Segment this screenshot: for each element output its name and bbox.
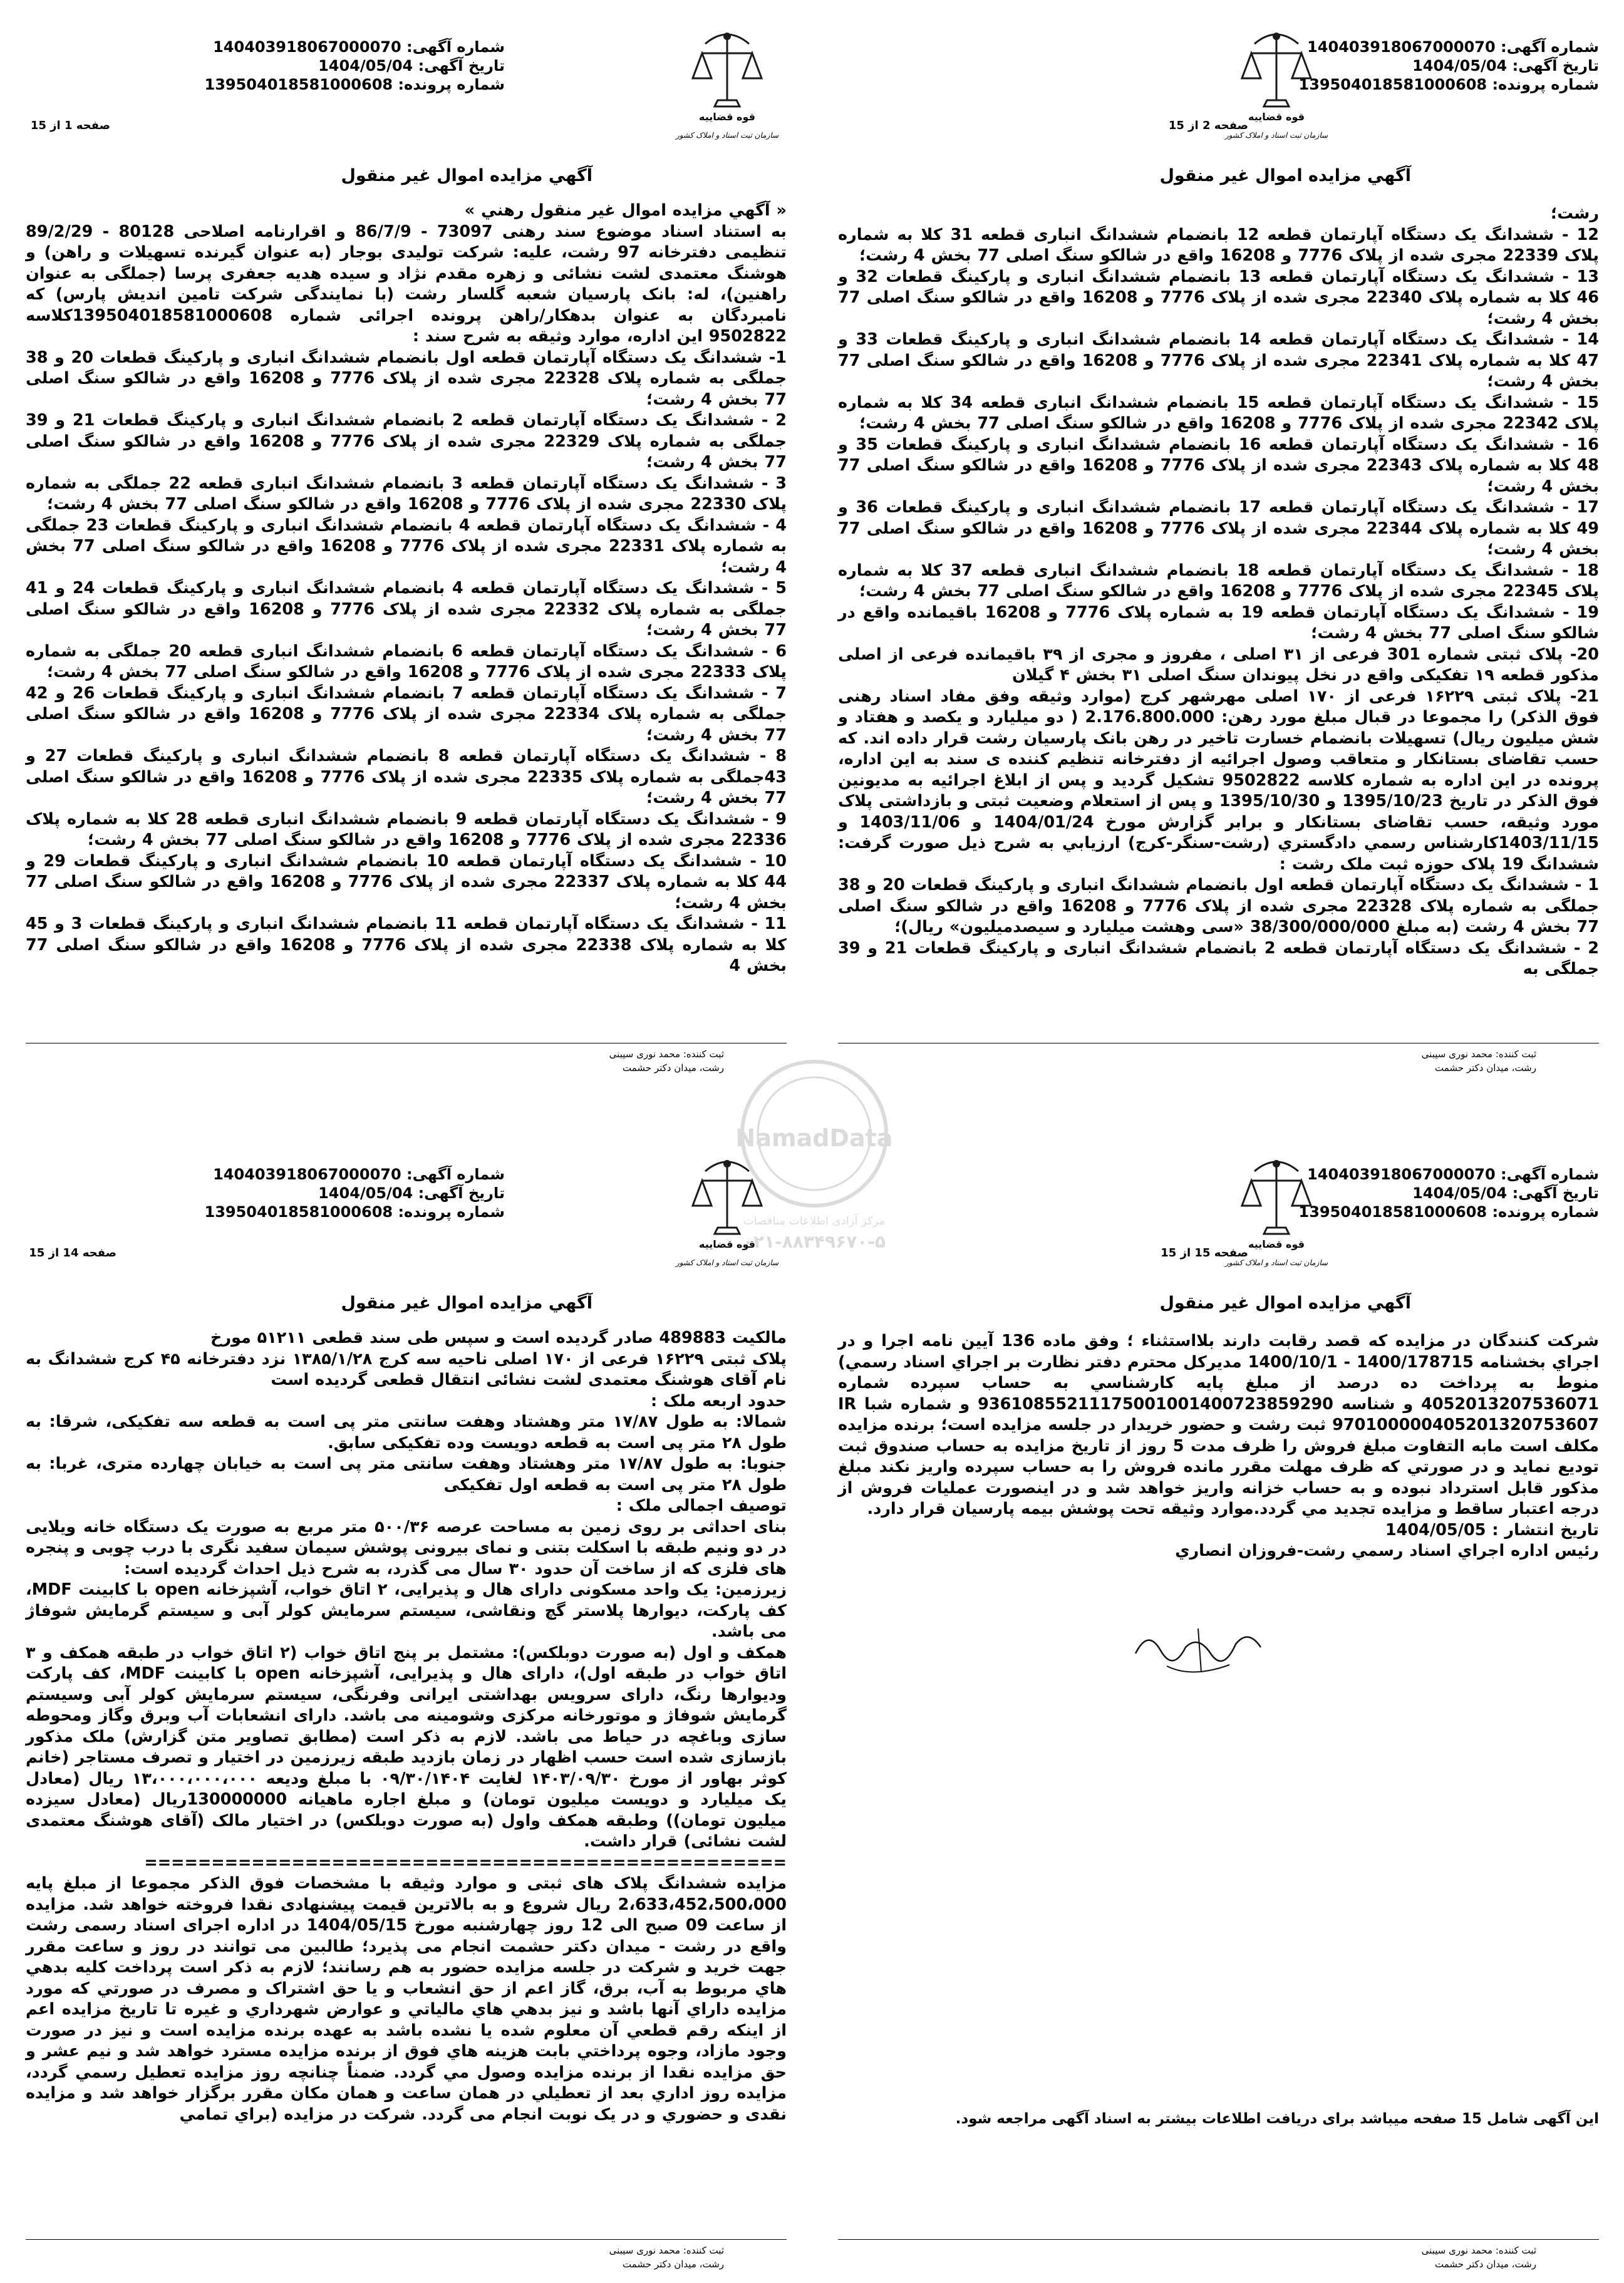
notice-paragraph: شمالا: به طول ۱۷/۸۷ متر وهشتاد وهفت سانتی متر پی است به قطعه سه تفکیکی، شرقا: به طول ۲۸ متر پی است به قطعه دویست وده تفکیکی سابق. [26,1412,787,1452]
notice-title: آگهي مزايده اموال غير منقول [341,1293,592,1313]
notice-paragraph: 1- ششدانگ يک دستگاه آپارتمان قطعه اول بانضمام ششدانگ انباری و پارکينگ قطعات 20 و 38 جملگی به شماره پلاک 22328 مجری شده از پلاک 7776 و 16208 واقع در شالکو سنگ اصلی 77 بخش 4 رشت؛ [26,348,787,409]
notice-paragraph: بنای احداثی بر روی زمین به مساحت عرصه ۵۰۰/۳۶ متر مربع به صورت یک دستگاه خانه ویلایی در دو ونیم طبقه با اسکلت بتنی و نمای بیرونی پوشش سیمان سفید نگری با درب چوبی و پنجره های فلزی که از ساخت آن حدود ۳۰ سال می گذرد، به شرح ذیل احداث گردیده است: [26,1517,787,1578]
svg-text:قوه قضاییه: قوه قضاییه [698,111,756,123]
ad-meta: شماره آگهی: 140403918067000070 تاریخ آگهی: 1404/05/04 شماره پرونده: 139504018581000608 [204,1166,505,1221]
notice-paragraph: 20- پلاک ثبتی شماره 301 فرعی از ۳۱ اصلی ، مفروز و مجری از ۳۹ باقیمانده فرعی از اصلی مذکور قطعه ۱۹ تفکیکی واقع در نخل پیوندان سنگ اصلی ۳۱ بخش ۴ گیلان [838,645,1599,685]
notice-paragraph: 6 - ششدانگ يک دستگاه آپارتمان قطعه 6 بانضمام ششدانگ انباری قطعه 20 جملگی به شماره پلاک 22333 مجری شده از پلاک 7776 و 16208 واقع در شالکو سنگ اصلی 77 بخش 4 رشت؛ [26,641,787,681]
notice-title: آگهي مزايده اموال غير منقول [1159,166,1411,185]
page-number: صفحه 2 از 15 [1168,119,1248,132]
notice-paragraph: به استناد اسناد موضوع سند رهنی 73097 - 86/7/9 و اقرارنامه اصلاحی 80128 - 89/2/29 تنظيمی دفترخانه 97 رشت، عليه: شرکت توليدی بوجار (به عنوان گيرنده تسهيلات و راهن) و هوشنگ معتمدی لشت نشائی و زهره مقدم نژاد و سيده هديه جعفری پرسا (جملگی به عنوان راهنين)، له: بانک پارسيان شعبه گلسار رشت (با نمايندگی شرکت تامين انديش پارس) که نامبردگان به عنوان بدهکار/راهن پرونده اجرائی شماره 139504018581000608کلاسه 9502822 اين اداره، موارد وثيقه به شرح سند : [26,222,787,346]
registrar-name: محمد نوری سیبنی [609,2245,681,2256]
notice-paragraph: 5 - ششدانگ يک دستگاه آپارتمان قطعه 4 بانضمام ششدانگ انباری و پارکينگ قطعات 24 و 41 جملگی به شماره پلاک 22332 مجری شده از پلاک 7776 و 16208 واقع در شالکو سنگ اصلی 77 بخش 4 رشت؛ [26,579,787,639]
ad-date: 1404/05/04 [1412,57,1508,75]
notice-paragraph: 13 - ششدانگ يک دستگاه آپارتمان قطعه 13 بانضمام ششدانگ انباری و پارکينگ قطعات 32 و 46 کلا به شماره پلاک 22340 مجری شده از پلاک 7776 و 16208 واقع در شالکو سنگ اصلی 77 بخش 4 رشت؛ [838,267,1599,328]
notice-paragraph: ================================================ [144,1853,787,1872]
notice-paragraph: همکف و اول (به صورت دوبلکس): مشتمل بر پنج اتاق خواب (۲ اتاق خواب در طبقه همکف و ۳ اتاق خواب در طبقه اول)، دارای هال و پذیرایی، آشپزخانه open با کابینت MDF، کف پارکت ودیوارها رنگ، دارای سرویس بهداشتی ایرانی وفرنگی، سیستم سرمایش کولر آبی وسیستم گرمایش شوفاژ و موتورخانه مرکزی وشومینه می باشد. دارای انشعابات آب وبرق وگاز ومحوطه سازی وباغچه در حیاط می باشد. لازم به ذکر است (مطابق تصاویر متن گزارش) ملک مذکور بازسازی شده است حسب اظهار در زمان بازدید طبقه زیرزمین در اختیار و تصرف مستاجر (خانم کوثر بهاور از مورخ ۱۴۰۳/۰۹/۳۰ لغایت ۰۹/۳۰/۱۴۰۴ با مبلغ ودیعه ۱۳،۰۰۰،۰۰۰،۰۰۰ ریال (معادل یک میلیارد و دویست میلیون تومان) و مبلغ اجاره ماهیانه 130000000ریال (معادل سیزده میلیون تومان)) وطبقه همکف واول (به صورت دوبلکس) در اختیار مالک (آقای هوشنگ معتمدی لشت نشائی) قرار داشت. [26,1643,787,1851]
notice-page-2 [812,0,1624,1077]
notice-body [26,1328,787,2125]
notice-paragraph: 3 - ششدانگ يک دستگاه آپارتمان قطعه 3 بانضمام ششدانگ انباری قطعه 22 جملگی به شماره پلاک 22330 مجری شده از پلاک 7776 و 16208 واقع در شالکو سنگ اصلی 77 بخش 4 رشت؛ [26,474,787,514]
notice-paragraph: جنوبا: به طول ۱۷/۸۷ متر وهشتاد وهفت سانتی متر پی است به خیابان چهارده متری، غربا: به طول ۲۸ متر پی است به قطعه اول تفکیکی [26,1454,787,1494]
notice-paragraph: شرکت کنندگان در مزايده که قصد رقابت دارند بلااستثناء ؛ وفق ماده 136 آيين نامه اجرا و در اجراي بخشنامه 1400/178715 - 1400/10/1 مديرکل محترم دفتر نظارت بر اجراي اسناد رسمي) منوط به پرداخت ده درصد از مبلغ پايه کارشناسي به حساب سپرده شماره 4052013207536071 و شناسه 93610855211175001001400723859290 و شماره شبا IR 970100000405201320753607 ثبت رشت و حضور خريدار در جلسه مزايده است؛ برنده مزايده مکلف است مابه التفاوت مبلغ فروش را ظرف مدت 5 روز از تاريخ مزايده به حساب صندوق ثبت توديع نمايد و در صورتي که ظرف مهلت مقرر مانده فروش را به حساب سپرده واريز نکند مبلغ مذکور قابل استرداد نبوده و به حساب خزانه واريز خواهد شد و در اينصورت عمليات فروش از درجه اعتبار ساقط و مزايده تجديد مي گردد.موارد وثيقه تحت پوشش بيمه پارسيان قرار دارد. [838,1332,1600,1518]
notice-paragraph: « آگهي مزايده اموال غير منقول رهني » [464,201,787,220]
notice-paragraph: 2 - ششدانگ يک دستگاه آپارتمان قطعه 2 بانضمام ششدانگ انباری و پارکينگ قطعات 21 و 39 جملگی به شماره پلاک 22329 مجری شده از پلاک 7776 و 16208 واقع در شالکو سنگ اصلی 77 بخش 4 رشت؛ [26,411,787,472]
svg-text:قوه قضاییه: قوه قضاییه [1248,1238,1305,1250]
notice-paragraph: توصیف اجمالی ملک : [616,1496,787,1515]
registrar-address: رشت، میدان دکتر حشمت [1435,2259,1536,2270]
notice-title: آگهي مزايده اموال غير منقول [1159,1293,1411,1313]
svg-text:سازمان ثبت اسناد و املاک کشور: سازمان ثبت اسناد و املاک کشور [675,131,779,140]
judiciary-emblem-icon [668,25,787,150]
ad-number: 140403918067000070 [213,1166,401,1183]
ad-date: 1404/05/04 [1412,1184,1508,1202]
notice-paragraph: زیرزمین: یک واحد مسکونی دارای هال و پذیرایی، ۲ اتاق خواب، آشپزخانه open با کابینت MDF، کف پارکت، دیوارها پلاستر گچ ونقاشی، سیستم سرمایش کولر آبی و سیستم گرمایش شوفاژ می باشد. [26,1580,787,1641]
registrar-address: رشت، میدان دکتر حشمت [623,1062,724,1074]
notice-paragraph: رشت؛ [1551,204,1599,223]
notice-paragraph: 14 - ششدانگ يک دستگاه آپارتمان قطعه 14 بانضمام ششدانگ انباری و پارکينگ قطعات 33 و 47 کلا به شماره پلاک 22341 مجری شده از پلاک 7776 و 16208 واقع در شالکو سنگ اصلی 77 بخش 4 رشت؛ [838,330,1599,391]
registrar-name: محمد نوری سیبنی [1421,2245,1493,2256]
notice-paragraph: 16 - ششدانگ يک دستگاه آپارتمان قطعه 16 بانضمام ششدانگ انباری و پارکينگ قطعات 35 و 48 کلا به شماره پلاک 22343 مجری شده از پلاک 7776 و 16208 واقع در شالکو سنگ اصلی 77 بخش 4 رشت؛ [838,435,1599,496]
notice-paragraph: 4 - ششدانگ يک دستگاه آپارتمان قطعه 4 بانضمام ششدانگ انباری و پارکينگ قطعات 23 جملگی به شماره پلاک 22331 مجری شده از پلاک 7776 و 16208 واقع در شالکو سنگ اصلی 77 بخش 4 رشت؛ [26,515,787,577]
notice-body [838,1331,1599,1562]
notice-paragraph: 11 - ششدانگ يک دستگاه آپارتمان قطعه 11 بانضمام ششدانگ انباری و پارکينگ قطعات 3 و 45 کلا به شماره پلاک 22338 مجری شده از پلاک 7776 و 16208 واقع در شالکو سنگ اصلی 77 بخش 4 [26,914,787,975]
registrar-footer: ثبت کننده: محمد نوری سیبنی رشت، میدان دکتر حشمت [26,1043,787,1075]
registrar-address: رشت، میدان دکتر حشمت [623,2259,724,2270]
notice-paragraph: 19 - ششدانگ يک دستگاه آپارتمان قطعه 19 به شماره پلاک 7776 و 16208 باقيمانده واقع در شالکو سنگ اصلی 77 بخش 4 رشت؛ [838,603,1599,643]
ad-meta: شماره آگهی: 140403918067000070 تاریخ آگهی: 1404/05/04 شماره پرونده: 139504018581000608 [204,38,505,93]
notice-paragraph: 7 - ششدانگ يک دستگاه آپارتمان قطعه 7 بانضمام ششدانگ انباری و پارکينگ قطعات 26 و 42 جملگی به شماره پلاک 22334 مجری شده از پلاک 7776 و 16208 واقع در شالکو سنگ اصلی 77 بخش 4 رشت؛ [26,683,787,745]
registrar-footer: ثبت کننده: محمد نوری سیبنی رشت، میدان دکتر حشمت [838,1043,1599,1075]
file-number: 139504018581000608 [1298,1203,1487,1221]
ad-number: 140403918067000070 [1307,38,1496,56]
notice-paragraph: 1 - ششدانگ يک دستگاه آپارتمان قطعه اول بانضمام ششدانگ انباری و پارکينگ قطعات 20 و 38 جملگی به شماره پلاک 22328 مجری شده از پلاک 7776 و 16208 واقع در شالکو سنگ اصلی 77 بخش 4 رشت (به مبلغ 38/300/000/000 «سی وهشت ميليارد و سيصدميليون» ريال)؛ [838,876,1600,936]
page-count-note: این آگهی شامل 15 صفحه میباشد برای دریافت اطلاعات بیشتر به اسناد آگهی مراجعه شود. [955,2111,1599,2127]
svg-text:سازمان ثبت اسناد و املاک کشور: سازمان ثبت اسناد و املاک کشور [1224,1258,1328,1267]
ad-number: 140403918067000070 [213,38,401,56]
notice-page-14 [0,1127,812,2283]
notice-page-15 [812,1127,1624,2283]
watermark-subtitle: مرکز آزادی اطلاعات مناقصات [743,1214,886,1228]
notice-paragraph: رئيس اداره اجراي اسناد رسمي رشت-فروزان انصاري [1175,1541,1599,1560]
notice-paragraph: تاريخ انتشار : 1404/05/05 [1385,1520,1599,1540]
notice-paragraph: 9 - ششدانگ يک دستگاه آپارتمان قطعه 9 بانضمام ششدانگ انباری قطعه 28 کلا به شماره پلاک 22336 مجری شده از پلاک 7776 و 16208 واقع در شالکو سنگ اصلی 77 بخش 4 رشت؛ [26,809,787,849]
registrar-address: رشت، میدان دکتر حشمت [1435,1062,1536,1074]
file-number: 139504018581000608 [204,76,393,93]
svg-text:قوه قضاییه: قوه قضاییه [698,1238,756,1250]
notice-page-1 [0,0,812,1077]
notice-paragraph: پلاک ثبتی ۱۶۲۲۹ فرعی از ۱۷۰ اصلی ناحیه سه کرج ۱۳۸۵/۱/۲۸ نزد دفترخانه ۴۵ کرج ششدانگ به نام آقای هوشنگ معتمدی لشت نشائی انتقال قطعی گردیده است [26,1349,787,1389]
signature-icon [1123,1616,1273,1685]
registrar-name: محمد نوری سیبنی [609,1048,681,1060]
notice-paragraph: 17 - ششدانگ يک دستگاه آپارتمان قطعه 17 بانضمام ششدانگ انباری و پارکينگ قطعات 36 و 49 کلا به شماره پلاک 22344 مجری شده از پلاک 7776 و 16208 واقع در شالکو سنگ اصلی 77 بخش 4 رشت؛ [838,498,1599,559]
page-number: صفحه 1 از 15 [30,119,110,132]
notice-paragraph: مالکیت 489883 صادر گردیده است و سپس طی سند قطعی ۵۱۲۱۱ مورخ [210,1328,787,1347]
notice-body [26,200,787,977]
svg-text:قوه قضاییه: قوه قضاییه [1248,111,1305,123]
registrar-name: محمد نوری سیبنی [1421,1048,1493,1060]
registrar-footer: ثبت کننده: محمد نوری سیبنی رشت، میدان دکتر حشمت [838,2239,1599,2271]
namaddata-watermark [708,1052,921,1259]
notice-paragraph: 15 - ششدانگ يک دستگاه آپارتمان قطعه 15 بانضمام ششدانگ انباری قطعه 34 کلا به شماره پلاک 22342 مجری شده از پلاک 7776 و 16208 واقع در شالکو سنگ اصلی 77 بخش 4 رشت؛ [838,393,1600,433]
notice-paragraph: 2 - ششدانگ يک دستگاه آپارتمان قطعه 2 بانضمام ششدانگ انباری و پارکينگ قطعات 21 و 39 جملگی به [838,938,1599,978]
notice-title: آگهي مزايده اموال غير منقول [341,166,592,185]
file-number: 139504018581000608 [1298,76,1487,93]
notice-paragraph: 21- پلاک ثبتی ۱۶۲۲۹ فرعی از ۱۷۰ اصلی مهرشهر کرج (موارد وثیقه وفق مفاد اسناد رهنی فوق الذکر) را مجموعا در قبال مبلغ مورد رهن: 2.176.800.000 ( دو میلیارد و یکصد و هفتاد و شش میلیون ریال) تسهیلات بانضمام خسارت تاخیر در رهن بانک پارسیان رشت قرار داده اند. که حسب تقاضای بستانکار و متعاقب وصول اجرائیه از دفترخانه تنظیم کننده ی سند به این اداره، پرونده در این اداره به شماره کلاسه 9502822 تشکیل گردید و پس از ابلاغ اجرائیه به مدیونین فوق الذکر در تاریخ 1395/10/23 و 1395/10/30 و پس از استعلام وضعیت ثبتی و بازداشتی پلاک مورد وثیقه، حسب تقاضای بستانکار و برابر گزارش مورخ 1404/01/24 و 1403/11/06 و 1403/11/15کارشناس رسمي دادگستري (رشت-سنگر-کرج) ارزيابي به شرح ذيل صورت گرفت: ششدانگ 19 پلاک حوزه ثبت ملک رشت : [838,686,1600,874]
notice-paragraph: 10 - ششدانگ يک دستگاه آپارتمان قطعه 10 بانضمام ششدانگ انباری و پارکينگ قطعات 29 و 44 کلا به شماره پلاک 22337 مجری شده از پلاک 7776 و 16208 واقع در شالکو سنگ اصلی 77 بخش 4 رشت؛ [26,851,787,913]
file-number: 139504018581000608 [204,1203,393,1221]
ad-date: 1404/05/04 [318,57,413,75]
svg-text:سازمان ثبت اسناد و املاک کشور: سازمان ثبت اسناد و املاک کشور [1224,131,1328,140]
watermark-name: NamadData [735,1124,893,1152]
svg-text:سازمان ثبت اسناد و املاک کشور: سازمان ثبت اسناد و املاک کشور [675,1258,779,1267]
notice-paragraph: 8 - ششدانگ يک دستگاه آپارتمان قطعه 8 بانضمام ششدانگ انباری و پارکينگ قطعات 27 و 43جملگی به شماره پلاک 22335 مجری شده از پلاک 7776 و 16208 واقع در شالکو سنگ اصلی 77 بخش 4 رشت؛ [26,747,787,807]
page-number: صفحه 15 از 15 [1161,1246,1248,1260]
ad-date: 1404/05/04 [318,1184,413,1202]
ad-number: 140403918067000070 [1307,1166,1496,1183]
notice-paragraph: 18 - ششدانگ يک دستگاه آپارتمان قطعه 18 بانضمام ششدانگ انباری قطعه 37 کلا به شماره پلاک 22345 مجری شده از پلاک 7776 و 16208 واقع در شالکو سنگ اصلی 77 بخش 4 رشت؛ [838,561,1600,601]
registrar-footer: ثبت کننده: محمد نوری سیبنی رشت، میدان دکتر حشمت [26,2239,787,2271]
ad-meta: شماره آگهی: 140403918067000070 تاریخ آگهی: 1404/05/04 شماره پرونده: 139504018581000608 [1298,1166,1599,1221]
notice-paragraph: حدود اربعه ملک : [650,1391,787,1411]
ad-meta: شماره آگهی: 140403918067000070 تاریخ آگهی: 1404/05/04 شماره پرونده: 139504018581000608 [1298,38,1599,93]
notice-paragraph: مزايده ششدانگ پلاک های ثبتی و موارد وثيقه با مشخصات فوق الذکر مجموعا از مبلغ پايه 2،633،452،500،000 ريال شروع و به بالاترين قيمت پيشنهادی نقدا فروخته خواهد شد. مزايده از ساعت 09 صبح الی 12 روز چهارشنبه مورخ 1404/05/15 در اداره اجرای اسناد رسمی رشت واقع در رشت - میدان دکتر حشمت انجام می پذيرد؛ طالبين می توانند در روز و ساعت مقرر جهت خريد و شرکت در جلسه مزايده حضور به هم رسانند؛ لازم به ذکر است پرداخت کليه بدهي هاي مربوط به آب، برق، گاز اعم از حق انشعاب و يا حق اشتراک و مصرف در صورتي که مورد مزايده داراي آنها باشد و نيز بدهي هاي مالياتي و عوارض شهرداري و غيره تا تاريخ مزايده اعم از اينکه رقم قطعي آن معلوم شده يا نشده باشد به عهده برنده مزايده است و نيز در صورت وجود مازاد، وجوه پرداختي بابت هزينه هاي فوق از برنده مزايده مسترد خواهد شد و نيم عشر و حق مزايده نقدا از برنده مزايده وصول مي گردد. ضمناً چنانچه روز مزايده تعطيل رسمي گردد، مزايده روز اداري بعد از تعطيلي در همان ساعت و همان مکان مقرر برگزار خواهد شد و مزايده نقدی و حضوري و در يک نوبت انجام می گردد. شرکت در مزايده (براي تمامي [26,1874,787,2124]
notice-body [838,204,1599,980]
notice-paragraph: 12 - ششدانگ يک دستگاه آپارتمان قطعه 12 بانضمام ششدانگ انباری قطعه 31 کلا به شماره پلاک 22339 مجری شده از پلاک 7776 و 16208 واقع در شالکو سنگ اصلی 77 بخش 4 رشت؛ [838,225,1600,265]
page-number: صفحه 14 از 15 [29,1246,116,1260]
watermark-phone: ۰۲۱-۸۸۳۴۹۶۷۰-۵ [742,1231,886,1252]
